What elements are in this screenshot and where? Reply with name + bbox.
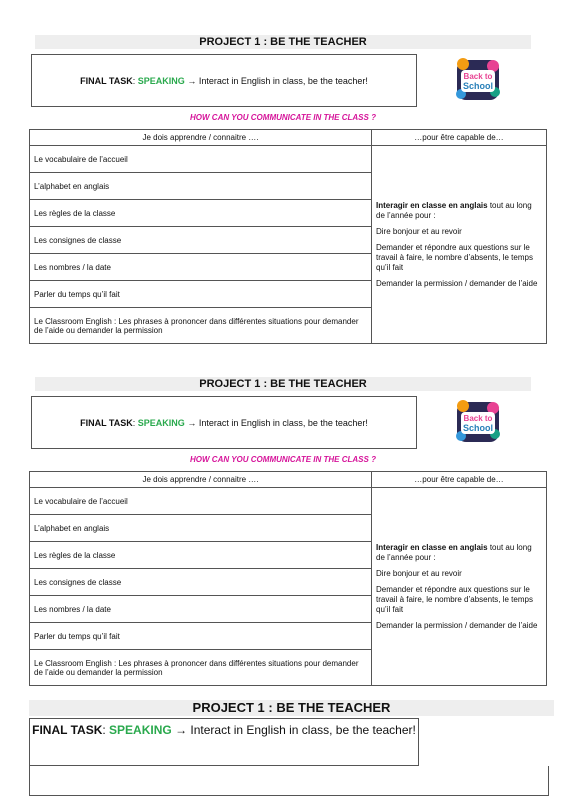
arrow-icon: → [187, 417, 197, 428]
goals-intro [376, 543, 542, 563]
table-cell-item: L’alphabet en anglais [30, 515, 372, 542]
competency-table [29, 471, 547, 686]
logo-text-line1: Back to [463, 72, 493, 81]
final-task-box [31, 54, 417, 107]
table-row [30, 146, 547, 173]
section-question: HOW CAN YOU COMMUNICATE IN THE CLASS ? [190, 455, 376, 464]
logo-text-line1: Back to [463, 414, 493, 423]
project-title-large: PROJECT 1 : BE THE TEACHER [29, 700, 554, 716]
goal-line: Demander la permission / demander de l’aide [376, 278, 538, 288]
goals-intro [376, 201, 542, 221]
table-cell-item: Le Classroom English : Les phrases à prononcer dans différentes situations pour demander de l’aide ou demander la permission [30, 650, 372, 686]
goals-cell [372, 146, 547, 344]
final-task-label: FINAL TASK [80, 75, 133, 86]
table-cell-item: Le vocabulaire de l’accueil [30, 488, 372, 515]
final-task-text: Interact in English in class, be the teacher! [196, 417, 368, 428]
logo-text-line2: School [462, 423, 494, 433]
table-header-row [30, 472, 547, 488]
project-title: PROJECT 1 : BE THE TEACHER [35, 35, 531, 49]
col1-header: Je dois apprendre / connaitre …. [30, 130, 372, 146]
col2-header: …pour être capable de… [372, 130, 547, 146]
table-cell-item: Les nombres / la date [30, 254, 372, 281]
section-question: HOW CAN YOU COMMUNICATE IN THE CLASS ? [190, 113, 376, 122]
goals-intro-bold: Interagir en classe en anglais [376, 542, 488, 552]
goal-line: Demander et répondre aux questions sur le travail à faire, le nombre d’absents, le temps qu’il fait [376, 242, 533, 272]
arrow-icon: → [187, 75, 197, 86]
final-task-label: FINAL TASK [32, 723, 103, 737]
back-to-school-logo [453, 396, 503, 446]
goals-intro-rest: tout au long de l’année pour : [376, 200, 532, 220]
speaking-keyword: SPEAKING [137, 417, 185, 428]
goals-intro-rest: tout au long de l’année pour : [376, 542, 532, 562]
project-title: PROJECT 1 : BE THE TEACHER [35, 377, 531, 391]
final-task-label: FINAL TASK [80, 417, 133, 428]
table-cell-item: Parler du temps qu’il fait [30, 281, 372, 308]
table-cell-item: Le Classroom English : Les phrases à prononcer dans différentes situations pour demander de l’aide ou demander la permission [30, 308, 372, 344]
final-task-text: Interact in English in class, be the teacher! [187, 723, 416, 737]
table-cell-item: L’alphabet en anglais [30, 173, 372, 200]
speaking-keyword: SPEAKING [109, 723, 172, 737]
final-task-colon: : [132, 417, 138, 428]
goals-cell [372, 488, 547, 686]
table-cell-item: Les nombres / la date [30, 596, 372, 623]
speaking-keyword: SPEAKING [137, 75, 185, 86]
col2-header: …pour être capable de… [372, 472, 547, 488]
table-cell-item: Les règles de la classe [30, 542, 372, 569]
goal-line: Dire bonjour et au revoir [376, 568, 462, 578]
goal-line: Demander la permission / demander de l’aide [376, 620, 538, 630]
competency-table [29, 129, 547, 344]
table-cell-item: Les consignes de classe [30, 227, 372, 254]
table-row [30, 488, 547, 515]
final-task-text: Interact in English in class, be the teacher! [196, 75, 368, 86]
table-cell-item: Les règles de la classe [30, 200, 372, 227]
table-header-row [30, 130, 547, 146]
col1-header: Je dois apprendre / connaitre …. [30, 472, 372, 488]
final-task-box [31, 396, 417, 449]
table-cell-item: Les consignes de classe [30, 569, 372, 596]
back-to-school-logo [453, 54, 503, 104]
table-cell-item: Parler du temps qu’il fait [30, 623, 372, 650]
arrow-icon: → [175, 723, 188, 737]
goal-line: Demander et répondre aux questions sur le travail à faire, le nombre d’absents, le temps qu’il fait [376, 584, 533, 614]
final-task-colon: : [102, 723, 110, 737]
worksheet-section-1 [0, 35, 566, 355]
logo-text-line2: School [462, 81, 494, 91]
bottom-frame [29, 766, 549, 796]
final-task-colon: : [132, 75, 138, 86]
final-task-box-large [29, 718, 419, 766]
table-cell-item: Le vocabulaire de l’accueil [30, 146, 372, 173]
goal-line: Dire bonjour et au revoir [376, 226, 462, 236]
worksheet-section-2 [0, 377, 566, 697]
goals-intro-bold: Interagir en classe en anglais [376, 200, 488, 210]
